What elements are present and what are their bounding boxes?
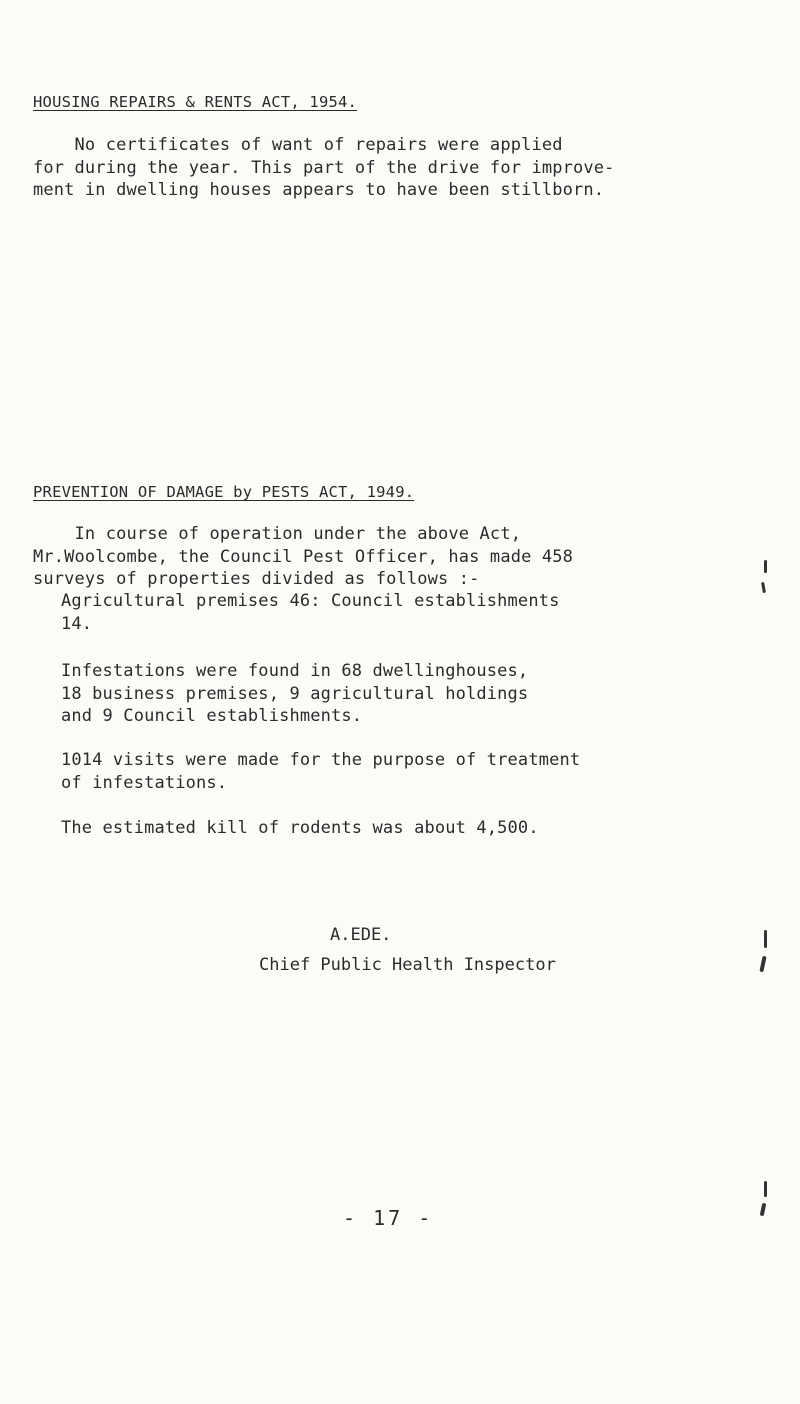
survey-breakdown-paragraph: Agricultural premises 46: Council establishments 14. (61, 591, 560, 634)
binding-mark (764, 1181, 767, 1197)
binding-mark (764, 560, 767, 573)
infestations-paragraph: Infestations were found in 68 dwellinghouses, 18 business premises, 9 agricultural holdings and 9 Council establishments. (61, 661, 529, 726)
page-number: - 17 - (343, 1206, 434, 1230)
visits-paragraph: 1014 visits were made for the purpose of treatment of infestations. (61, 750, 581, 793)
binding-mark (764, 930, 767, 948)
binding-mark (760, 1203, 767, 1217)
binding-mark (761, 582, 766, 593)
pests-intro-paragraph: In course of operation under the above Act, Mr.Woolcombe, the Council Pest Officer, has made 458 surveys of properties divided as follows :- (33, 524, 574, 589)
section-heading-housing-repairs: HOUSING REPAIRS & RENTS ACT, 1954. (33, 93, 358, 111)
binding-mark (759, 956, 766, 972)
signature-title: Chief Public Health Inspector (259, 955, 556, 975)
section-heading-prevention-of-damage: PREVENTION OF DAMAGE by PESTS ACT, 1949. (33, 483, 415, 501)
housing-repairs-paragraph: No certificates of want of repairs were applied for during the year. This part of the drive for improve- ment in dwelling houses appears to have been stillborn. (33, 135, 615, 200)
rodent-kill-paragraph: The estimated kill of rodents was about 4,500. (61, 818, 539, 838)
signature-name: A.EDE. (330, 925, 392, 945)
